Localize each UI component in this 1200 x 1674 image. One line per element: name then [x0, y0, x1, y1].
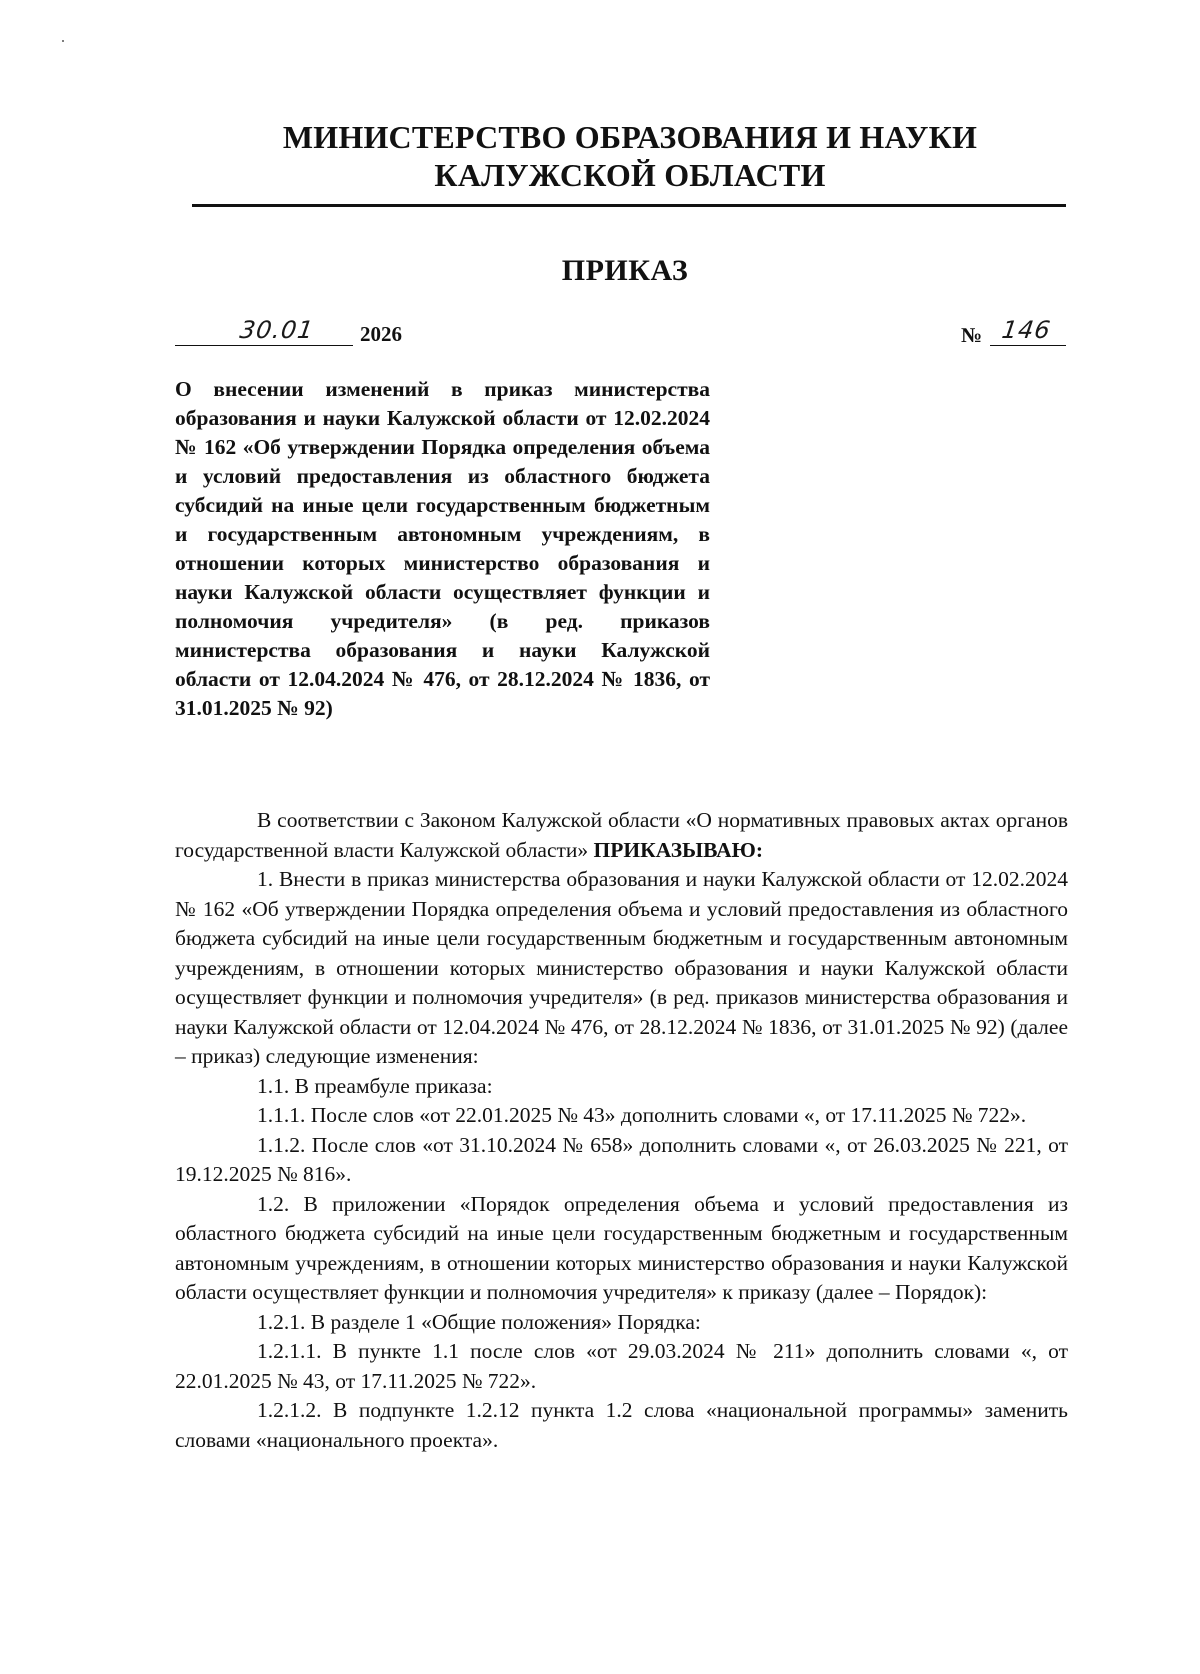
- order-body: [175, 806, 1068, 1455]
- order-number-label: №: [961, 323, 983, 347]
- preamble-text: В соответствии с Законом Калужской области «О нормативных правовых актах органов государственной власти Калужской области»: [175, 808, 1068, 862]
- body-paragraph: 1.1. В преамбуле приказа:: [257, 1073, 493, 1098]
- ministry-name-line1: МИНИСТЕРСТВО ОБРАЗОВАНИЯ И НАУКИ: [282, 119, 978, 155]
- ministry-name-line2: КАЛУЖСКОЙ ОБЛАСТИ: [434, 157, 826, 193]
- scan-speck: [62, 40, 64, 42]
- ministry-header: [180, 118, 1080, 194]
- body-paragraph: 1.1.2. После слов «от 31.10.2024 № 658» дополнить словами «, от 26.03.2025 № 221, от 19.12.2025 № 816».: [175, 1132, 1068, 1186]
- number-underline: [990, 345, 1066, 346]
- body-paragraph: 1.2.1. В разделе 1 «Общие положения» Порядка:: [257, 1309, 701, 1334]
- body-paragraph: 1. Внести в приказ министерства образования и науки Калужской области от 12.02.2024 № 162 «Об утверждении Порядка определения объема и условий предоставления из областного бюджета субсидий на иные цели государственным бюджетным и государственным автономным учреждениям, в отношении которых министерство образования и науки Калужской области осуществляет функции и полномочия учредителя» (в ред. приказов министерства образования и науки Калужской области от 12.04.2024 № 476, от 28.12.2024 № 1836, от 31.01.2025 № 92) (далее – приказ) следующие изменения:: [175, 867, 1068, 1068]
- order-subject: О внесении изменений в приказ министерства образования и науки Калужской области от 12.02.2024 № 162 «Об утверждении Порядка определения объема и условий предоставления из областного бюджета субсидий на иные цели государственным бюджетным и государственным автономным учреждениям, в отношении которых министерство образования и науки Калужской области осуществляет функции и полномочия учредителя» (в ред. приказов министерства образования и науки Калужской области от 12.04.2024 № 476, от 28.12.2024 № 1836, от 31.01.2025 № 92): [175, 377, 710, 720]
- preamble-paragraph: [175, 806, 1068, 865]
- order-title: ПРИКАЗ: [561, 254, 689, 287]
- body-paragraph: 1.2.1.1. В пункте 1.1 после слов «от 29.03.2024 № 211» дополнить словами «, от 22.01.2025 № 43, от 17.11.2025 № 722».: [175, 1339, 1068, 1393]
- header-divider: [192, 204, 1066, 207]
- order-date-handwritten: 30.01: [238, 316, 316, 344]
- date-underline: [175, 345, 353, 346]
- body-paragraph: 1.1.1. После слов «от 22.01.2025 № 43» дополнить словами «, от 17.11.2025 № 722».: [257, 1103, 1027, 1127]
- body-paragraph: 1.2. В приложении «Порядок определения объема и условий предоставления из областного бюджета субсидий на иные цели государственным бюджетным и государственным автономным учреждениям, в отношении которых министерство образования и науки Калужской области осуществляет функции и полномочия учредителя» к приказу (далее – Порядок):: [175, 1191, 1068, 1304]
- body-paragraph: 1.2.1.2. В подпункте 1.2.12 пункта 1.2 слова «национальной программы» заменить словами «национального проекта».: [175, 1398, 1068, 1452]
- order-number-handwritten: 146: [1000, 316, 1053, 344]
- preamble-command: ПРИКАЗЫВАЮ:: [593, 837, 764, 862]
- order-year: 2026: [360, 322, 402, 346]
